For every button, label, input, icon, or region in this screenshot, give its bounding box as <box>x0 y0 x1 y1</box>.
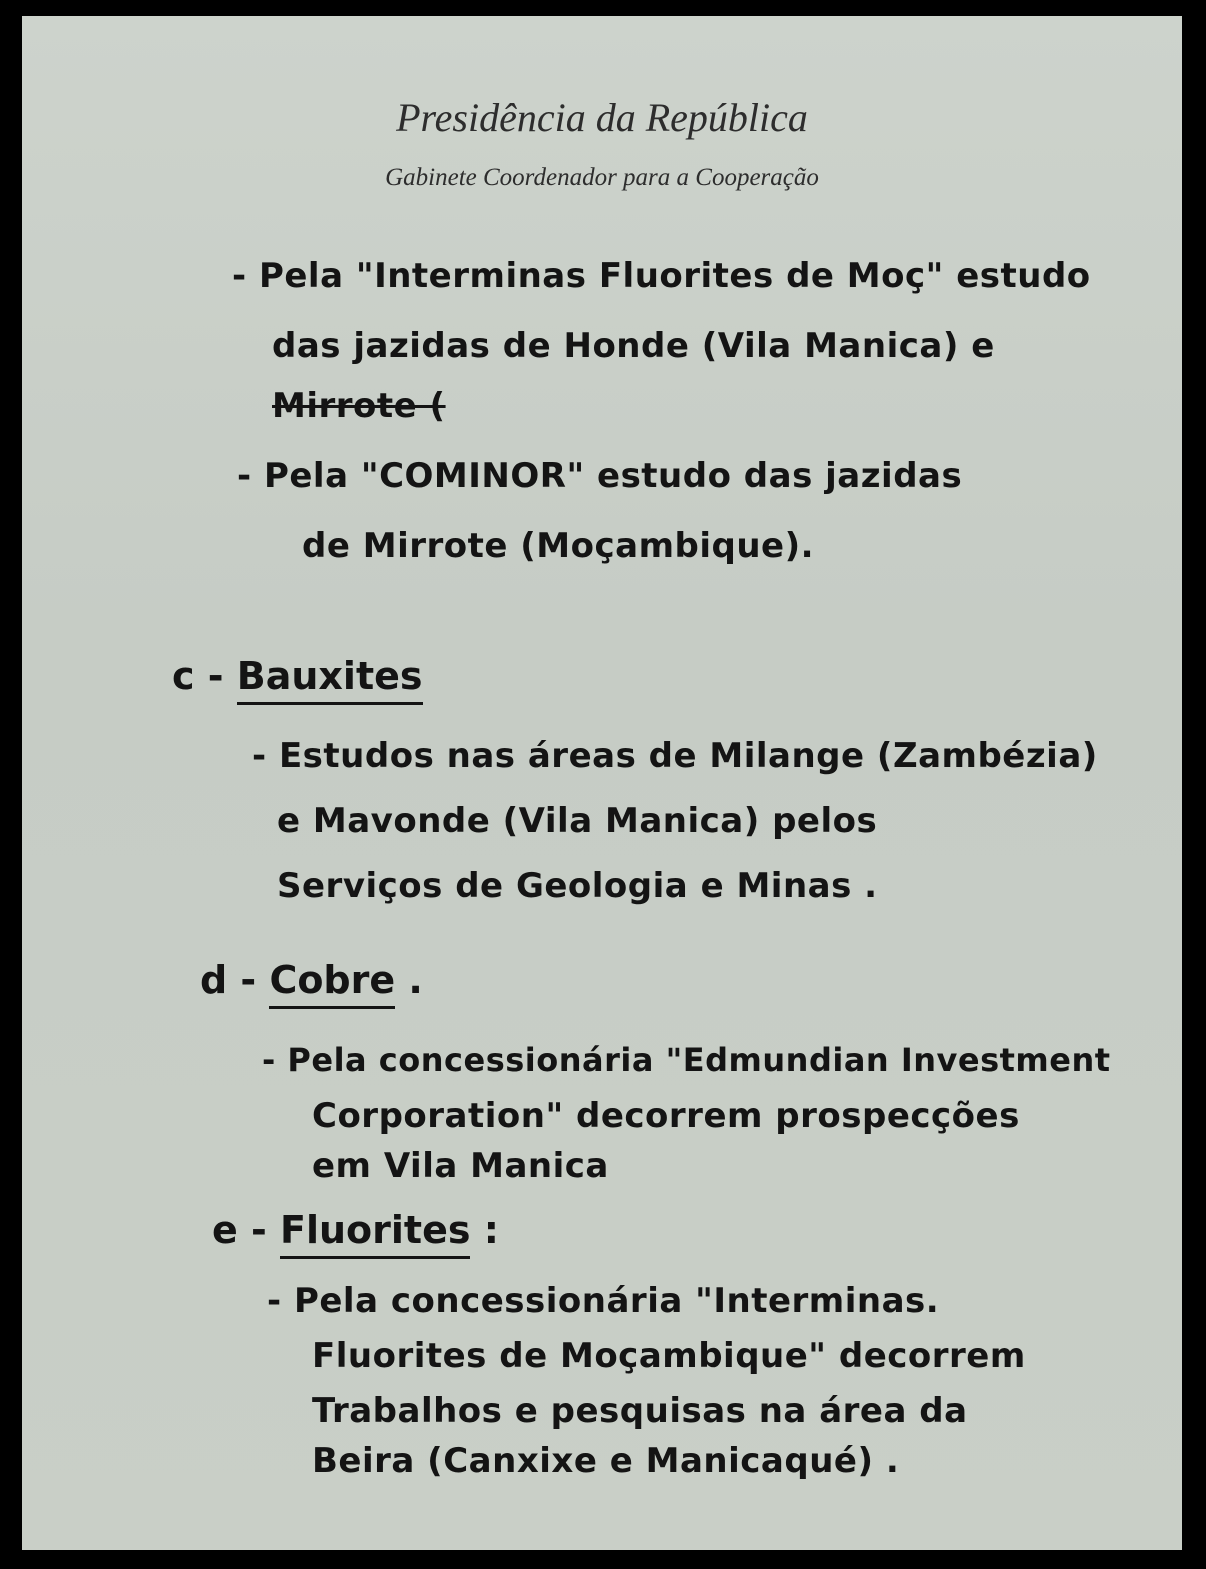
section-e-heading: Fluorites <box>280 1208 470 1259</box>
section-e-line3: Trabalhos e pesquisas na área da <box>312 1391 968 1431</box>
item2-line2: de Mirrote (Moçambique). <box>302 526 815 566</box>
section-c-line1: - Estudos nas áreas de Milange (Zambézia) <box>252 736 1098 776</box>
section-d-line2: Corporation" decorrem prospecções <box>312 1096 1020 1136</box>
section-c-letter: c - <box>172 654 224 698</box>
section-d-line1: - Pela concessionária "Edmundian Investment <box>262 1041 1111 1079</box>
document-page <box>22 16 1182 1550</box>
item1-line1: - Pela "Interminas Fluorites de Moç" estudo <box>232 256 1091 296</box>
section-c-line2: e Mavonde (Vila Manica) pelos <box>277 801 878 841</box>
section-d-label <box>200 958 423 1002</box>
section-c-heading: Bauxites <box>237 654 423 705</box>
section-e-line4: Beira (Canxixe e Manicaqué) . <box>312 1441 900 1481</box>
section-d-suffix: . <box>408 958 423 1002</box>
section-e-line2: Fluorites de Moçambique" decorrem <box>312 1336 1026 1376</box>
section-c-line3: Serviços de Geologia e Minas . <box>277 866 878 906</box>
section-e-letter: e - <box>212 1208 267 1252</box>
section-d-letter: d - <box>200 958 257 1002</box>
section-e-suffix: : <box>483 1208 499 1252</box>
letterhead-title: Presidência da República <box>396 95 808 140</box>
section-e-label <box>212 1208 499 1252</box>
section-d-line3: em Vila Manica <box>312 1146 609 1186</box>
section-c-label <box>172 654 423 698</box>
item2-line1: - Pela "COMINOR" estudo das jazidas <box>237 456 963 496</box>
letterhead-subtitle: Gabinete Coordenador para a Cooperação <box>385 164 819 191</box>
item1-line2: das jazidas de Honde (Vila Manica) e <box>272 326 995 366</box>
section-d-heading: Cobre <box>269 958 395 1009</box>
item1-line3-struck: Mirrote ( <box>272 386 446 426</box>
section-e-line1: - Pela concessionária "Interminas. <box>267 1281 940 1321</box>
